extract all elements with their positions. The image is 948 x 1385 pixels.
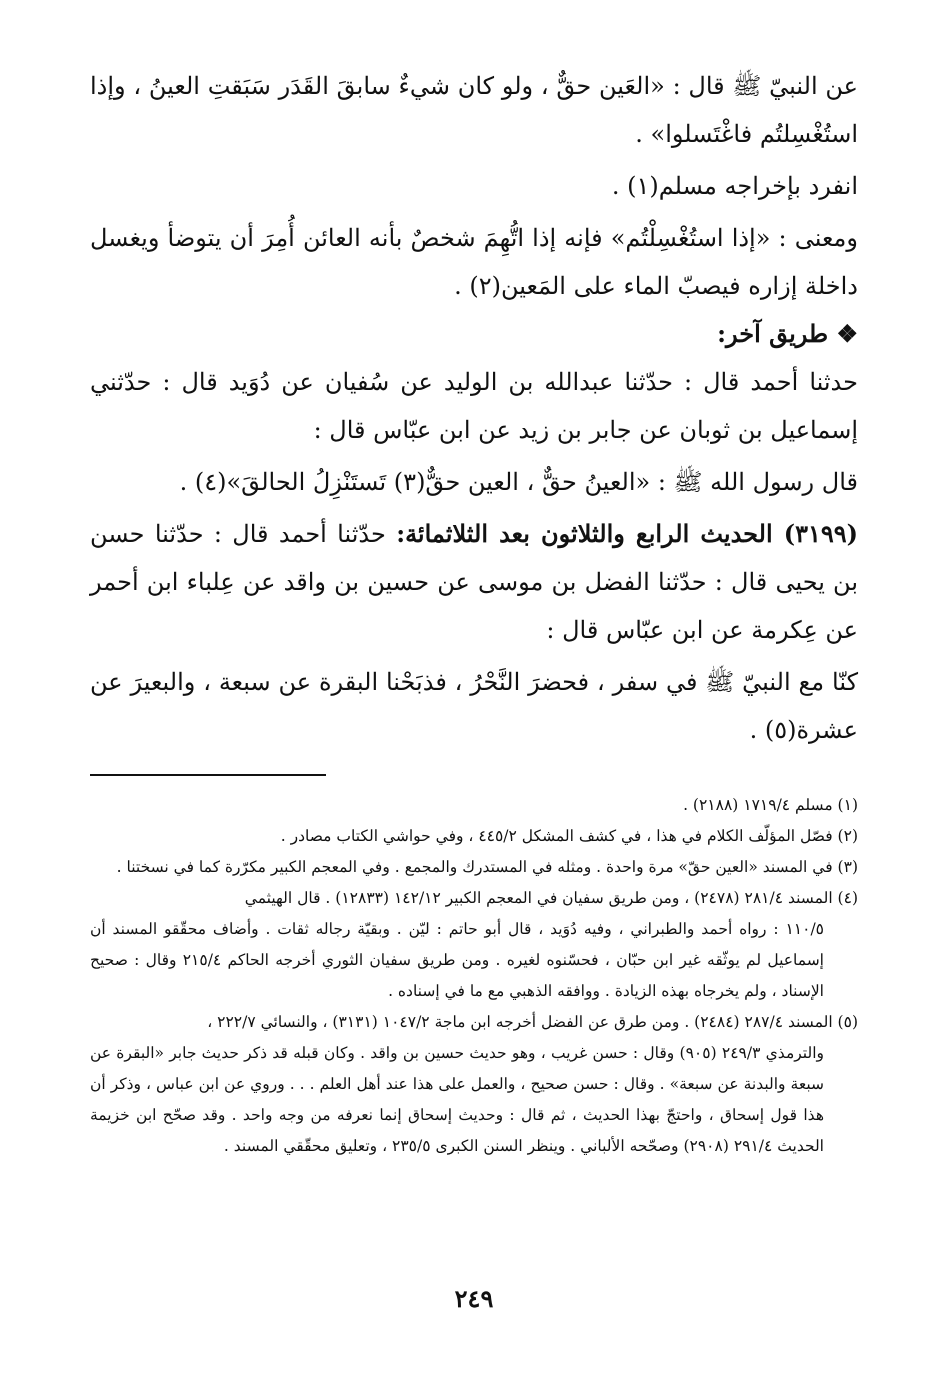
main-text (90, 62, 858, 754)
footnote-5-continued: والترمذي ٢٤٩/٣ (٩٠٥) وقال : حسن غريب ، وهو حديث حسين بن واقد . وكان قبله قد ذكر حديث جابر «البقرة عن سبعة والبدنة عن سبعة» . وقال : حسن صحيح ، والعمل على هذا عند أهل العلم . . . وروي عن ابن عباس ، وذكر أن هذا قول إسحاق ، واحتجّ بهذا الحديث ، ثم قال : وحديث إسحاق إنما نعرفه من وجه واحد . وقد صحّح ابن خزيمة الحديث ٢٩١/٤ (٢٩٠٨) وصحّحه الألباني . وينظر السنن الكبرى ٢٣٥/٥ ، وتعليق محقّقي المسند . (90, 1044, 824, 1155)
paragraph-hadith-3199 (90, 510, 858, 654)
footnote-4: (٤) المسند ٢٨١/٤ (٢٤٧٨) ، ومن طريق سفيان في المعجم الكبير ١٤٢/١٢ (١٢٨٣٣) . قال الهيثمي (244, 889, 858, 907)
footnote-3: (٣) في المسند «العين حقّ» مرة واحدة . ومثله في المستدرك والمجمع . وفي المعجم الكبير مكرّرة كما في نسختنا . (116, 858, 858, 876)
paragraph-prophet-saying: قال رسول الله ﷺ : «العينُ حقٌّ ، العين حقٌّ(٣) تَستَنْزِلُ الحالقَ»(٤) . (179, 468, 858, 496)
paragraph-chain-of-narration: حدثنا أحمد قال : حدّثنا عبدالله بن الوليد عن سُفيان عن دُوَيد قال : حدّثني إسماعيل بن ثوبان عن جابر بن زيد عن ابن عبّاس قال : (90, 368, 858, 444)
section-heading-another-route: ❖ طريق آخر: (717, 319, 858, 348)
footnote-1: (١) مسلم ١٧١٩/٤ (٢١٨٨) . (683, 796, 858, 814)
paragraph-muslim-note: انفرد بإخراجه مسلم(١) . (611, 172, 858, 200)
page-number: ٢٤٩ (454, 1284, 494, 1313)
footnotes (90, 790, 858, 1162)
paragraph-meaning: ومعنى : «إذا استُغْسِلْتُم» فإنه إذا اتُّهِمَ شخصٌ بأنه العائن أُمِرَ أن يتوضأ ويغسل داخلة إزاره فيصبّ الماء على المَعين(٢) . (90, 224, 858, 300)
footnote-5: (٥) المسند ٢٨٧/٤ (٢٤٨٤) . ومن طرق عن الفضل أخرجه ابن ماجة ١٠٤٧/٢ (٣١٣١) ، والنسائي ٢٢٢/٧ ، (207, 1013, 858, 1031)
hadith-3199-chain: حدّثنا أحمد قال : حدّثنا حسن بن يحيى قال : حدّثنا الفضل بن موسى عن حسين بن واقد عن عِلباء ابن أحمر عن عِكرمة عن ابن عبّاس قال : (90, 520, 858, 644)
footnote-divider (90, 774, 326, 776)
paragraph-hadith-text: عن النبيّ ﷺ قال : «العَين حقٌّ ، ولو كان شيءٌ سابقَ القَدَر سَبَقتِ العينُ ، وإذا استُغْسِلتُم فاغْتَسلوا» . (90, 72, 858, 148)
footnote-2: (٢) فصّل المؤلّف الكلام في هذا ، في كشف المشكل ٤٤٥/٢ ، وفي حواشي الكتاب مصادر . (280, 827, 858, 845)
paragraph-sacrifice: كنّا مع النبيّ ﷺ في سفر ، فحضرَ النَّحْرُ ، فذبَحْنا البقرة عن سبعة ، والبعيرَ عن عشرة(٥) . (90, 668, 858, 744)
footnote-4-continued: ١١٠/٥ : رواه أحمد والطبراني ، وفيه دُوَيد ، قال أبو حاتم : ليّن . وبقيّة رجاله ثقات . وأضاف محقّقو المسند أن إسماعيل لم يوثّقه غير ابن حبّان ، فحسّنوه لغيره . ومن طريق سفيان الثوري أخرجه الحاكم ٢١٥/٤ وقال : صحيح الإسناد ، ولم يخرجاه بهذه الزيادة . ووافقه الذهبي مع ما في إسناده . (90, 920, 824, 1000)
hadith-number-heading: (٣١٩٩) الحديث الرابع والثلاثون بعد الثلاثمائة: (396, 519, 858, 548)
